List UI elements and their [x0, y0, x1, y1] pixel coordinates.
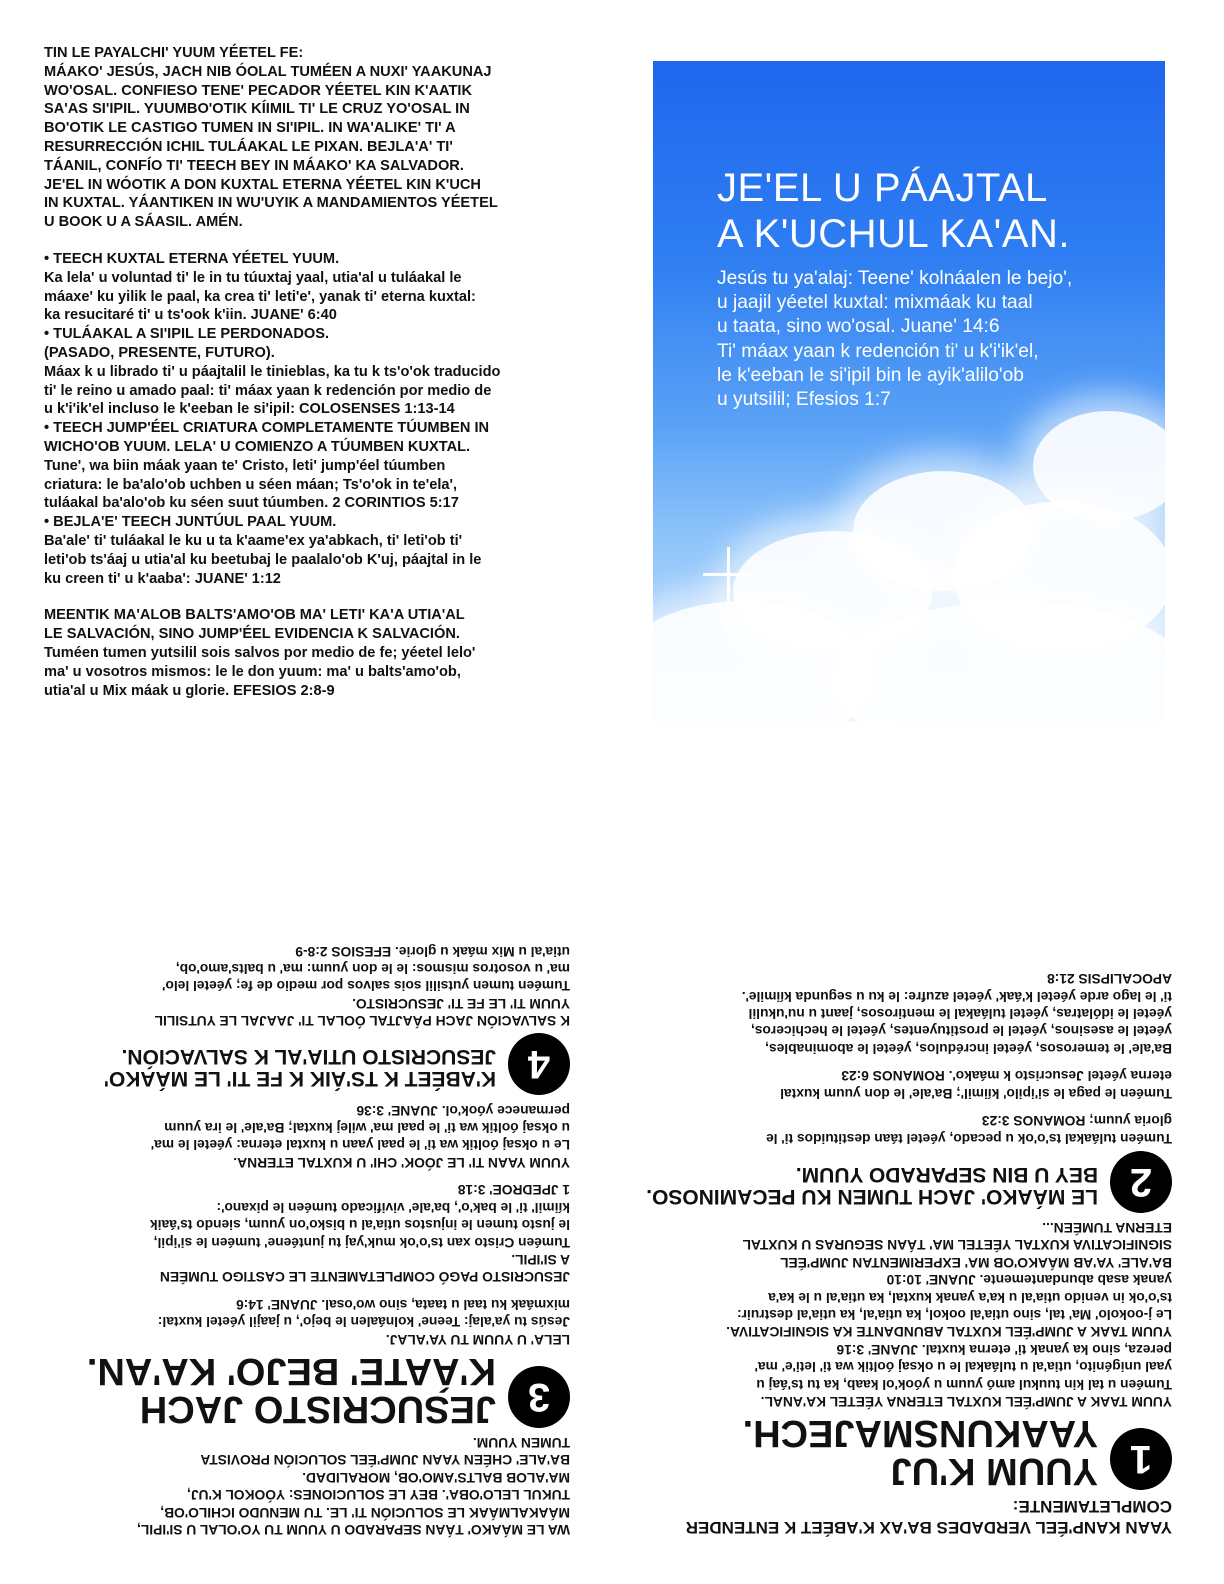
text-line: YUUM YAAN TI' LE JÓOK' CHI' U KUXTAL ETERNA. [233, 1154, 570, 1170]
spacer [44, 588, 584, 606]
step-1-body [636, 1219, 1172, 1410]
step-title [104, 1045, 496, 1095]
text-line: ma' u vosotros mismos: le le don yuum: ma' u balts'amo'ob, [44, 663, 461, 680]
sky-cover-card [653, 61, 1165, 722]
text-line: kíimil' ti' le bak'o', ba'ale' vivificado tuméen le pixano': [216, 1199, 570, 1215]
text-line: mixmáak ku taal u taata, sino wo'osal. JUANE' 14:6 [236, 1296, 570, 1312]
text-line: A SI'IPIL. [511, 1251, 570, 1267]
text-line: Le u oksaj óoltik wa ti' le paal yaan u kuxtal eterna: yéetel le ma' [150, 1137, 570, 1153]
text-line: ti' le reino u amado paal: ti' máax yaan k redención por medio de [44, 382, 492, 399]
step-number-badge: 3 [508, 1366, 570, 1428]
step-2-body [636, 970, 1172, 1147]
text-line: K SALVACIÓN JACH PÁAJTAL ÓOLAL TI' JAAJAL LE YUTSILIL [154, 1013, 570, 1029]
intro-text: YAAN KANP'ÉEL VERDADES BA'AX K'ABÉET K ENTENDER COMPLETAMENTE: [685, 1497, 1172, 1537]
spacer [56, 1171, 570, 1181]
text-line: Ba'ale' le temerosos, yéetel incrédulos, yéetel le abominables, [765, 1040, 1172, 1056]
step-3-header [56, 1349, 570, 1430]
text-line: Tune', wa biin máak yaan te' Cristo, leti' jump'éel túumben [44, 457, 446, 474]
step-4-header [56, 1033, 570, 1095]
text-line: MEENTIK MA'ALOB BALTS'AMO'OB MA' LETI' KA'A UTIA'AL [44, 607, 465, 624]
text-line: TIN LE PAYALCHI' YUUM YÉETEL FE: [44, 45, 304, 61]
text-line: permanece yóok'ol. JUANE' 3:36 [356, 1102, 570, 1118]
cover-title-line: A K'UCHUL KA'AN. [717, 212, 1070, 256]
cover-verse [717, 267, 1147, 412]
step-4-body [56, 942, 570, 1029]
text-line: Máax k u librado ti' u páajtalil le tinieblas, ka tu k ts'o'ok traducido [44, 363, 501, 380]
text-line: U BOOK U A SÁASIL. AMÉN. [44, 214, 243, 231]
text-line: Ba'ale' ti' tuláakal le ku u ta k'aame'ex ya'abkach, ti' leti'ob ti' [44, 532, 463, 549]
text-line: leti'ob ts'áaj u utia'al ku beetubaj le paalalo'ob K'uj, páajtal in le [44, 551, 482, 568]
text-line: ETERNA TUMÉEN... [1042, 1219, 1172, 1235]
text-line: (PASADO, PRESENTE, FUTURO). [44, 344, 275, 361]
text-line: LE SALVACIÓN, SINO JUMP'ÉEL EVIDENCIA K SALVACIÓN. [44, 626, 460, 643]
text-line: MÁAKALMÁAK LE SOLUCIÓN TI' LE. TU MENUDO ICHILO'OB, [160, 1504, 570, 1520]
text-line: criatura: le ba'alo'ob uchben u séen máan; Ts'o'ok in te'ela', [44, 476, 458, 493]
step-title-line: YAAKUNSMAJECH. [742, 1412, 1098, 1454]
steps-1-2-panel-upside-down [636, 838, 1172, 1538]
text-line: • TULÁAKAL A SI'IPIL LE PERDONADOS. [44, 326, 330, 343]
text-line: eterna yéetel Jesucristo k máako'. ROMANOS 6:23 [841, 1068, 1172, 1084]
text-line: SA'AS SI'IPIL. YUUMBO'OTIK KÍIMIL TI' LE CRUZ YO'OSAL IN [44, 101, 470, 118]
spacer [636, 1057, 1172, 1067]
text-line: u k'i'ik'el incluso le k'eeban le si'ipil: COLOSENSES 1:13-14 [44, 401, 455, 418]
step-title [86, 1349, 496, 1430]
text-line: • TEECH JUMP'ÉEL CRIATURA COMPLETAMENTE TÚUMBEN IN [44, 420, 490, 437]
step-1-header [636, 1414, 1172, 1490]
text-line: WICHO'OB YUUM. LELA' U COMIENZO A TÚUMBEN KUXTAL. [44, 438, 471, 455]
text-line: Tuméen u tal kin tuukul amó yuum u yóok'ol kaab, ka tu ts'áaj u [756, 1376, 1172, 1392]
text-line: BA'ALE' YA'AB MÁAKO'OB MA' EXPERIMENTAN JUMP'ÉEL [780, 1254, 1172, 1270]
text-line: YUUM TAAK A JUMP'ÉEL KUXTAL ABUNDANTE KA SIGNIFICATIVA. [726, 1324, 1172, 1340]
text-line: Jesús tu ya'alaj: Teene' kolnáalen le bejo', u jaajil yéetel kuxtal: [157, 1314, 570, 1330]
text-line: YUUM TAAK A JUMP'ÉEL KUXTAL ETERNA YÉETEL KA'ANAL. [760, 1394, 1172, 1409]
step-title-line: JESUCRISTO JACH [139, 1387, 496, 1430]
text-line: BO'OTIK LE CASTIGO TUMEN IN SI'IPIL. IN WA'ALIKE' TI' A [44, 120, 456, 137]
text-line: YUUM TI' LE FE TI' JESUCRISTO. [352, 995, 570, 1011]
cross-icon-bar [703, 573, 753, 576]
text-line: JESUCRISTO PAGÓ COMPLETAMENTE LE CASTIGO TUMÉEN [159, 1269, 570, 1285]
text-line: ku creen ti' u k'aaba': JUANE' 1:12 [44, 570, 281, 587]
text-line: Tuméen tumen yutsilil sois salvos por medio de fe; yéetel lelo' [44, 644, 476, 661]
text-line: WA LE MÁAKO' TÁAN SEPARADO U YUUM TU YO'OLAL U SI'IPIL, [137, 1522, 570, 1537]
verse-line: Jesús tu ya'alaj: Teene' kolnáalen le bejo', [717, 268, 1073, 289]
text-line: MA'ALOB BALTS'AMO'OB, MORALIDAD. [302, 1469, 570, 1485]
text-line: IN KUXTAL. YÁANTIKEN IN WU'UYIK A MANDAMIENTOS YÉETEL [44, 195, 498, 212]
prayer-section [44, 44, 584, 232]
text-line: utia'al u Mix máak u glorie. EFESIOS 2:8-9 [295, 943, 570, 959]
text-line: utia'al u Mix máak u glorie. EFESIOS 2:8-9 [44, 682, 335, 699]
text-line: • BEJLA'E' TEECH JUNTÚUL PAAL YUUM. [44, 514, 337, 531]
step-title-line: K'ÁATE' BEJO' KA'AN. [86, 1349, 496, 1392]
text-line: ma' u vosotros mismos: le le don yuum: ma' u balts'amo'ob, [175, 961, 570, 977]
step-title-line: K'ABÉET K TS'ÁIK K FE TI' LE MÁAKO' [103, 1067, 496, 1091]
text-line: Tuméen Cristo xan ts'o'ok muk'yaj tu juntéene' tuméen le si'ipil, [153, 1234, 570, 1250]
text-line: pereza, sino ka yanak ti' eterna kuxtal. JUANE' 3:16 [836, 1341, 1172, 1357]
text-line: tuláakal ba'alo'ob ku séen suut túumben. 2 CORINTIOS 5:17 [44, 495, 459, 512]
text-line: gloria yuum; ROMANOS 3:23 [981, 1113, 1172, 1129]
step-title-line: JESUCRISTO UTIA'AL K SALVACIÓN. [121, 1045, 496, 1069]
text-line: 1 JPEDROE' 3:18 [457, 1182, 570, 1198]
cover-title-line: JE'EL U PÁAJTAL [717, 166, 1048, 210]
text-line: u oksaj óoltik wa ti' le paal ma' wilej kuxtal; Ba'ale' le ira yuum [164, 1120, 570, 1136]
text-line: ka resucitaré ti' u ts'ook k'iin. JUANE' 6:40 [44, 307, 337, 324]
step-number-badge: 2 [1110, 1151, 1172, 1213]
text-line: ti' le lago arde yéetel k'áak' yéetel azufre: le ku u segunda kíimile'. [741, 988, 1172, 1004]
text-line: WO'OSAL. CONFIESO TENE' PECADOR YÉETEL KIN K'AATIK [44, 82, 472, 99]
text-line: yaal unigénito, utia'al u tuláakal le u oksaj óoltik wa ti' leti'e' ma' [754, 1359, 1172, 1375]
verse-line: u yutsilil; Efesios 1:7 [717, 389, 891, 411]
text-line: yéetel le idólatras, yéetel tuláakal le mentirosos, jaant u nu'ukulil [748, 1006, 1172, 1022]
step-title-line: BEY U BIN SEPARADO YUUM. [795, 1162, 1098, 1186]
text-line: TÁANIL, CONFÍO TI' TEECH BEY IN MÁAKO' KA SALVADOR. [44, 157, 464, 174]
text-line: TUMEN YUUM. [472, 1434, 570, 1450]
steps-3-4-panel-upside-down [56, 838, 570, 1538]
step-number-badge: 1 [1110, 1428, 1172, 1490]
text-line: Le j-ookolo' Ma' tal, sino utia'al ookol, ka utia'al, ka utia'al destruir: [737, 1306, 1172, 1322]
cover-title [717, 165, 1157, 257]
text-line: ts'o'ok in venido utia'al u ka'a yanak kuxtal, ka utia'al u le ka'a [768, 1289, 1172, 1305]
text-line: JE'EL IN WÓOTIK A DON KUXTAL ETERNA YÉETEL KIN K'UCH [44, 176, 481, 193]
text-line: máaxe' ku yilik le paal, ka crea ti' leti'e', yanak ti' eterna kuxtal: [44, 288, 476, 305]
gospel-text-panel [44, 44, 584, 700]
text-line: TUKUL LELO'OBA'. BEY LE SOLUCIONES: YÓOKOL K'UJ, [187, 1487, 570, 1503]
step-title-line: YUUM K'UJ [890, 1450, 1098, 1492]
closing-section [44, 606, 584, 700]
cross-icon [727, 547, 730, 643]
step-title [646, 1163, 1098, 1213]
text-line: Tuméen tumen yutsilil sois salvos por medio de fe; yéetel lelo' [162, 978, 570, 994]
step-3-body [56, 1101, 570, 1347]
assurance-points [44, 250, 584, 588]
text-line: SIGNIFICATIVA KUXTAL YÉETEL MA' TÁAN SEGURAS U KUXTAL [742, 1237, 1172, 1253]
text-line: Ka lela' u voluntad ti' le in tu túuxtaj yaal, utia'al u tuláakal le [44, 269, 462, 286]
spacer [636, 1102, 1172, 1112]
step-2-header [636, 1151, 1172, 1213]
text-line: RESURRECCIÓN ICHIL TULÁAKAL LE PIXAN. BEJLA'A' TI' [44, 138, 453, 155]
text-line: Tuméen le paga le si'ipilo' kíimil'; Ba'ale' le don yuum kuxtal [780, 1085, 1172, 1101]
verse-line: u taata, sino wo'osal. Juane' 14:6 [717, 316, 1000, 338]
text-line: le justo tumen le injustos utia'al u bisko'on yuum, siendo ts'áaik [150, 1217, 570, 1233]
text-line: MÁAKO' JESÚS, JACH NIB ÓOLAL TUMÉEN A NUXI' YAAKUNAJ [44, 63, 492, 80]
text-line: yéetel le asesinos, yéetel le prostituyentes, yéetel le hechiceros, [750, 1023, 1172, 1039]
text-line: BA'ALE' CHÉEN YAAN JUMP'ÉEL SOLUCIÓN PROVISTA [200, 1452, 570, 1468]
verse-line: le k'eeban le si'ipil bin le ayik'alilo'ob [717, 364, 1024, 386]
text-line: APOCALIPSIS 21:8 [1047, 971, 1172, 987]
text-line: Tuméen tuláakal ts'o'ok u pecado, yéetel táan destituidos ti' le [766, 1130, 1172, 1146]
spacer [56, 1285, 570, 1295]
step-title [743, 1414, 1098, 1490]
step-3-intro [56, 1434, 570, 1538]
verse-line: Ti' máax yaan k redención ti' u k'i'ik'el, [717, 340, 1039, 362]
verse-line: u jaajil yéetel kuxtal: mixmáak ku taal [717, 292, 1033, 314]
text-line: LELA' U YUUM TU YA'ALAJ. [385, 1331, 570, 1347]
step-number-badge: 4 [508, 1033, 570, 1095]
spacer [44, 232, 584, 250]
step-title-line: LE MÁAKO' JACH TUMEN KU PECAMINOSO. [646, 1184, 1098, 1208]
text-line: yanak asab abundantemente. JUANE' 10:10 [886, 1272, 1172, 1288]
text-line: • TEECH KUXTAL ETERNA YÉETEL YUUM. [44, 250, 340, 267]
